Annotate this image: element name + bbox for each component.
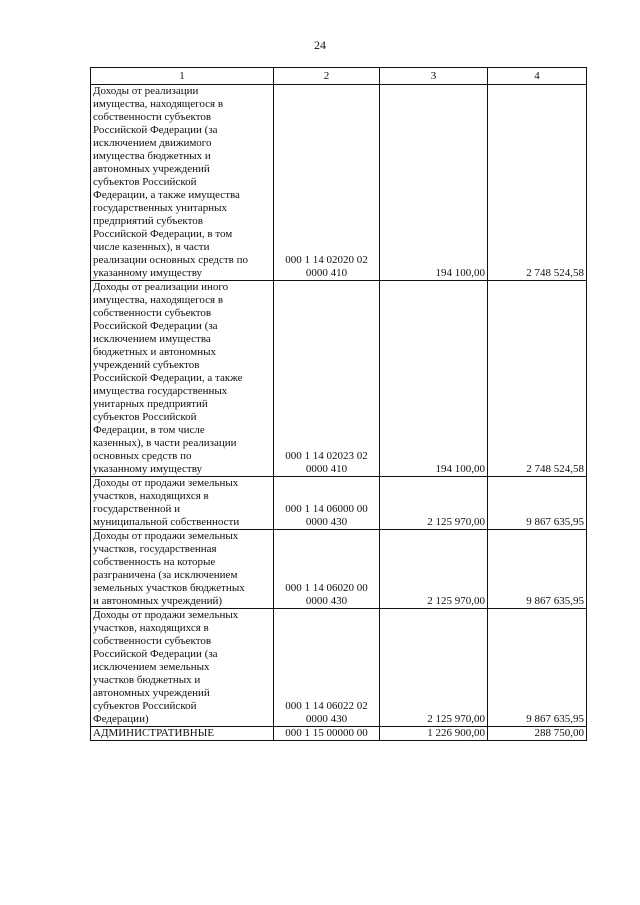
description-line: собственности субъектов	[93, 111, 212, 123]
description-line: субъектов Российской	[93, 700, 197, 712]
amount-column-3: 194 100,00	[380, 281, 488, 477]
code-line: 0000 430	[305, 595, 348, 607]
description-line: муниципальной собственности	[93, 516, 240, 528]
description-line: имущества государственных	[93, 385, 228, 397]
description-line: основных средств по	[93, 450, 192, 462]
description-line: земельных участков бюджетных	[93, 582, 245, 594]
amount-column-3: 1 226 900,00	[380, 727, 488, 741]
amount-column-4: 2 748 524,58	[488, 281, 587, 477]
description-line: собственность на которые	[93, 556, 216, 568]
revenue-table	[90, 67, 587, 741]
amount-column-4: 9 867 635,95	[488, 609, 587, 727]
column-header-4: 4	[488, 68, 587, 85]
code-cell	[274, 530, 380, 609]
amount-column-4: 9 867 635,95	[488, 530, 587, 609]
description-line: субъектов Российской	[93, 411, 197, 423]
table-header-row	[91, 68, 587, 85]
code-line: 000 1 15 00000 00	[285, 727, 368, 739]
description-line: субъектов Российской	[93, 176, 197, 188]
description-cell	[91, 85, 274, 281]
description-line: числе казенных), в части	[93, 241, 210, 253]
description-line: участков, находящихся в	[93, 622, 209, 634]
description-cell	[91, 281, 274, 477]
code-line: 0000 430	[305, 516, 348, 528]
table-row	[91, 530, 587, 609]
description-line: АДМИНИСТРАТИВНЫЕ	[93, 727, 215, 739]
description-line: исключением движимого	[93, 137, 212, 149]
description-line: бюджетных и автономных	[93, 346, 217, 358]
description-line: исключением имущества	[93, 333, 211, 345]
description-line: Федерации)	[93, 713, 149, 725]
description-line: разграничена (за исключением	[93, 569, 238, 581]
code-cell	[274, 85, 380, 281]
description-line: Российской Федерации, а также	[93, 372, 243, 384]
code-cell	[274, 477, 380, 530]
amount-column-4: 9 867 635,95	[488, 477, 587, 530]
description-line: Доходы от продажи земельных	[93, 609, 239, 621]
description-line: собственности субъектов	[93, 635, 212, 647]
description-line: Доходы от реализации	[93, 85, 199, 97]
description-cell	[91, 530, 274, 609]
description-line: участков, государственная	[93, 543, 217, 555]
amount-column-3: 194 100,00	[380, 85, 488, 281]
description-line: исключением земельных	[93, 661, 210, 673]
description-line: Российской Федерации, в том	[93, 228, 233, 240]
description-line: учреждений субъектов	[93, 359, 200, 371]
amount-column-3: 2 125 970,00	[380, 530, 488, 609]
description-line: участков бюджетных и	[93, 674, 201, 686]
description-line: предприятий субъектов	[93, 215, 203, 227]
description-cell	[91, 477, 274, 530]
amount-column-3: 2 125 970,00	[380, 477, 488, 530]
description-line: государственных унитарных	[93, 202, 228, 214]
column-header-2: 2	[274, 68, 380, 85]
code-line: 0000 430	[305, 713, 348, 725]
description-line: указанному имуществу	[93, 463, 203, 475]
table-row	[91, 609, 587, 727]
description-line: Доходы от реализации иного	[93, 281, 229, 293]
description-line: указанному имуществу	[93, 267, 203, 279]
code-cell	[274, 727, 380, 741]
description-line: Доходы от продажи земельных	[93, 530, 239, 542]
description-line: Федерации, а также имущества	[93, 189, 240, 201]
description-line: Федерации, в том числе	[93, 424, 205, 436]
code-cell	[274, 281, 380, 477]
code-line: 000 1 14 06000 00	[285, 503, 368, 515]
amount-column-4: 2 748 524,58	[488, 85, 587, 281]
description-line: Доходы от продажи земельных	[93, 477, 239, 489]
amount-column-4: 288 750,00	[488, 727, 587, 741]
description-line: имущества, находящегося в	[93, 294, 224, 306]
description-cell	[91, 609, 274, 727]
description-line: и автономных учреждений)	[93, 595, 223, 607]
description-line: Российской Федерации (за	[93, 124, 218, 136]
code-line: 0000 410	[305, 463, 348, 475]
amount-column-3: 2 125 970,00	[380, 609, 488, 727]
description-line: имущества, находящегося в	[93, 98, 224, 110]
code-cell	[274, 609, 380, 727]
description-cell	[91, 727, 274, 741]
description-line: имущества бюджетных и	[93, 150, 211, 162]
code-line: 000 1 14 02023 02	[285, 450, 368, 462]
table-row	[91, 85, 587, 281]
column-header-1: 1	[91, 68, 274, 85]
description-line: Российской Федерации (за	[93, 648, 218, 660]
description-line: собственности субъектов	[93, 307, 212, 319]
description-line: государственной и	[93, 503, 181, 515]
description-line: реализации основных средств по	[93, 254, 249, 266]
table-row	[91, 477, 587, 530]
code-line: 000 1 14 06020 00	[285, 582, 368, 594]
column-header-3: 3	[380, 68, 488, 85]
description-line: автономных учреждений	[93, 687, 210, 699]
code-line: 000 1 14 02020 02	[285, 254, 368, 266]
description-line: Российской Федерации (за	[93, 320, 218, 332]
description-line: унитарных предприятий	[93, 398, 208, 410]
table-body	[91, 68, 587, 741]
description-line: казенных), в части реализации	[93, 437, 237, 449]
table-row	[91, 281, 587, 477]
code-line: 000 1 14 06022 02	[285, 700, 368, 712]
code-line: 0000 410	[305, 267, 348, 279]
table-row	[91, 727, 587, 741]
description-line: участков, находящихся в	[93, 490, 209, 502]
page-number: 24	[314, 38, 326, 52]
description-line: автономных учреждений	[93, 163, 210, 175]
